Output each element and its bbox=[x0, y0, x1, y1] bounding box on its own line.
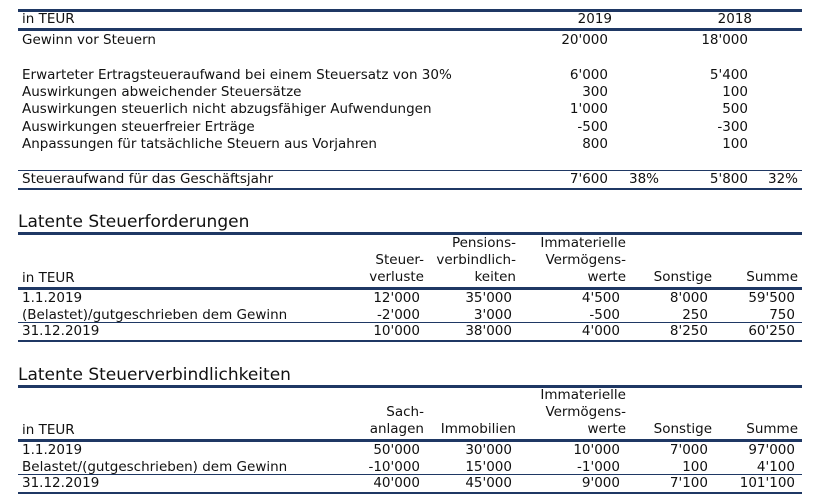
row-value-2018: -300 bbox=[717, 119, 748, 135]
cell: 35'000 bbox=[465, 290, 512, 306]
column-header: anlagen bbox=[369, 421, 424, 437]
assets-unit-label: in TEUR bbox=[22, 270, 75, 286]
total-label: Steueraufwand für das Geschäftsjahr bbox=[22, 171, 273, 187]
column-header: Sonstige bbox=[653, 421, 712, 437]
cell: 101'100 bbox=[739, 475, 795, 491]
liabilities-unit-label: in TEUR bbox=[22, 422, 75, 438]
cell: 100 bbox=[682, 459, 708, 475]
cell: -500 bbox=[589, 307, 620, 323]
row-value-2019: 800 bbox=[582, 136, 608, 152]
column-header: werte bbox=[587, 421, 626, 437]
cell: 60'250 bbox=[748, 323, 795, 339]
row-label: 1.1.2019 bbox=[22, 290, 83, 306]
cell: 4'000 bbox=[581, 323, 620, 339]
profit-2019: 20'000 bbox=[561, 32, 608, 48]
column-header: Immobilien bbox=[440, 421, 516, 437]
deferred-tax-assets-title: Latente Steuerforderungen bbox=[18, 212, 250, 232]
column-header: verbindlich- bbox=[436, 252, 516, 268]
row-value-2018: 5'400 bbox=[709, 67, 748, 83]
column-header: Sonstige bbox=[653, 269, 712, 285]
cell: 7'100 bbox=[669, 475, 708, 491]
cell: 40'000 bbox=[373, 475, 420, 491]
row-value-2018: 100 bbox=[722, 84, 748, 100]
cell: 7'000 bbox=[669, 442, 708, 458]
cell: 250 bbox=[682, 307, 708, 323]
cell: 8'250 bbox=[669, 323, 708, 339]
row-label: Auswirkungen steuerlich nicht abzugsfähiger Aufwendungen bbox=[22, 101, 432, 117]
year-2018-header: 2018 bbox=[717, 11, 752, 27]
cell: 97'000 bbox=[748, 442, 795, 458]
row-label: Anpassungen für tatsächliche Steuern aus Vorjahren bbox=[22, 136, 377, 152]
row-label: 31.12.2019 bbox=[22, 323, 100, 339]
unit-label: in TEUR bbox=[22, 11, 75, 27]
cell: 30'000 bbox=[465, 442, 512, 458]
row-label: Belastet/(gutgeschrieben) dem Gewinn bbox=[22, 459, 288, 475]
row-value-2018: 500 bbox=[722, 101, 748, 117]
row-label: (Belastet)/gutgeschrieben dem Gewinn bbox=[22, 307, 288, 323]
cell: 4'100 bbox=[756, 459, 795, 475]
row-value-2019: -500 bbox=[577, 119, 608, 135]
column-header: keiten bbox=[474, 269, 516, 285]
total-rate-2019: 38% bbox=[628, 171, 659, 187]
cell: 4'500 bbox=[581, 290, 620, 306]
column-header: Vermögens- bbox=[545, 252, 626, 268]
cell: 12'000 bbox=[373, 290, 420, 306]
row-label: Auswirkungen abweichender Steuersätze bbox=[22, 84, 302, 100]
column-header: Immaterielle bbox=[540, 235, 626, 251]
total-2019: 7'600 bbox=[569, 171, 608, 187]
column-header: werte bbox=[587, 269, 626, 285]
cell: 15'000 bbox=[465, 459, 512, 475]
row-label: Auswirkungen steuerfreier Erträge bbox=[22, 119, 255, 135]
cell: 10'000 bbox=[373, 323, 420, 339]
column-header: Summe bbox=[746, 269, 798, 285]
row-label: 1.1.2019 bbox=[22, 442, 83, 458]
cell: 750 bbox=[769, 307, 795, 323]
cell: 38'000 bbox=[465, 323, 512, 339]
row-value-2019: 1'000 bbox=[569, 101, 608, 117]
row-label: 31.12.2019 bbox=[22, 475, 100, 491]
cell: 45'000 bbox=[465, 475, 512, 491]
column-header: verluste bbox=[369, 269, 424, 285]
top-rule bbox=[18, 9, 802, 12]
row-value-2019: 6'000 bbox=[569, 67, 608, 83]
column-header: Vermögens- bbox=[545, 404, 626, 420]
column-header: Summe bbox=[746, 421, 798, 437]
row-label: Erwarteter Ertragsteueraufwand bei einem Steuersatz von 30% bbox=[22, 67, 452, 83]
row-value-2018: 100 bbox=[722, 136, 748, 152]
row-value-2019: 300 bbox=[582, 84, 608, 100]
profit-2018: 18'000 bbox=[701, 32, 748, 48]
column-header: Steuer- bbox=[375, 252, 424, 268]
liabilities-title-rule bbox=[18, 385, 802, 388]
cell: 10'000 bbox=[573, 442, 620, 458]
cell: -1'000 bbox=[577, 459, 620, 475]
year-2019-header: 2019 bbox=[577, 11, 612, 27]
cell: 50'000 bbox=[373, 442, 420, 458]
header-rule bbox=[18, 28, 802, 31]
cell: -10'000 bbox=[368, 459, 420, 475]
cell: 8'000 bbox=[669, 290, 708, 306]
column-header: Immaterielle bbox=[540, 387, 626, 403]
column-header: Sach- bbox=[386, 404, 424, 420]
total-rate-2018: 32% bbox=[767, 171, 798, 187]
cell: 59'500 bbox=[748, 290, 795, 306]
cell: -2'000 bbox=[377, 307, 420, 323]
deferred-tax-liabilities-title: Latente Steuerverbindlichkeiten bbox=[18, 365, 291, 385]
total-2018: 5'800 bbox=[709, 171, 748, 187]
assets-title-rule bbox=[18, 232, 802, 235]
column-header: Pensions- bbox=[451, 235, 516, 251]
cell: 9'000 bbox=[581, 475, 620, 491]
profit-before-tax-label: Gewinn vor Steuern bbox=[22, 32, 156, 48]
cell: 3'000 bbox=[473, 307, 512, 323]
